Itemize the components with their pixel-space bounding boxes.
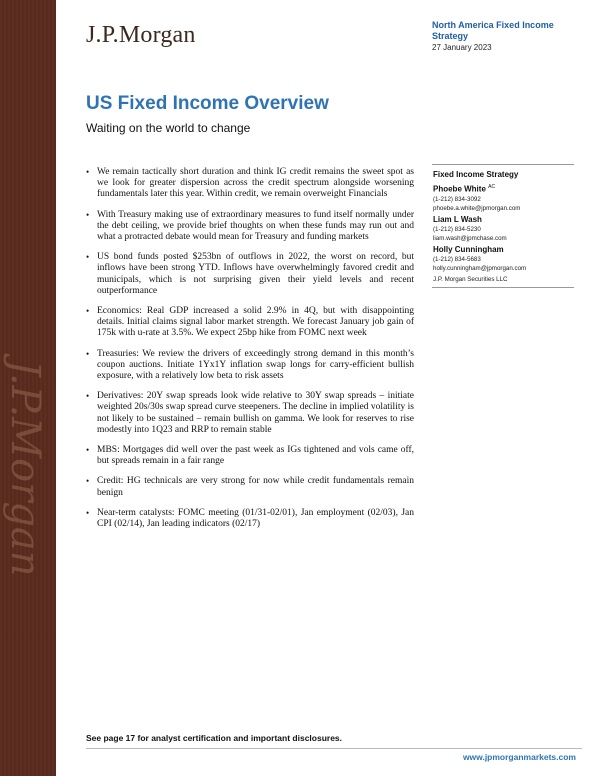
analyst-email-link[interactable]: phoebe.a.white@jpmorgan.com [433, 205, 521, 213]
bullet-text: MBS: Mortgages did well over the past week as IGs tightened and vols came off, but spreads remain in a fair range [97, 445, 414, 467]
bullet-icon: • [86, 167, 90, 177]
analyst-entry [433, 245, 583, 274]
bullet-item [86, 252, 414, 297]
analyst-team-name: Fixed Income Strategy [433, 170, 519, 179]
analyst-email-link[interactable]: liam.wash@jpmchase.com [433, 235, 507, 243]
bullet-text: Near-term catalysts: FOMC meeting (01/31-02/01), Jan employment (02/03), Jan CPI (02/14), Jan leading indicators (02/17) [97, 507, 414, 530]
analyst-phone: (1-212) 834-5230 [433, 225, 481, 233]
analyst-name: Phoebe White [433, 184, 486, 194]
side-decorative-band [0, 0, 56, 776]
bullet-text: Credit: HG technicals are very strong for now while credit fundamentals remain benign [97, 476, 414, 498]
analyst-phone: (1-212) 834-5683 [433, 255, 481, 263]
bullet-icon: • [86, 476, 90, 487]
summary-bullet-list [86, 167, 414, 539]
bullet-icon: • [86, 252, 90, 263]
bullet-text: Treasuries: We review the drivers of exceedingly strong demand in this month’s coupon auctions. Initiate 1Yx1Y inflation swap longs for carry-efficient bullish exposure, with a relatively low beta to risk assets [97, 348, 414, 382]
bullet-icon: • [86, 306, 90, 317]
bullet-icon: • [86, 507, 90, 518]
bullet-text: We remain tactically short duration and think IG credit remains the sweet spot as we look for greater dispersion across the credit spectrum alongside worsening fundamentals later this year. Within credit, we remain overweight Financials [97, 167, 414, 200]
report-date: 27 January 2023 [432, 43, 492, 52]
analyst-firm: J.P. Morgan Securities LLC [433, 275, 508, 283]
bullet-item [86, 391, 414, 436]
header-strategy-block [432, 20, 582, 52]
analyst-block-bottom-divider [432, 287, 574, 288]
analyst-email-link[interactable]: holly.cunningham@jpmorgan.com [433, 265, 527, 273]
analyst-entry [433, 215, 583, 244]
analyst-name-row [433, 182, 583, 195]
bullet-text: Economics: Real GDP increased a solid 2.9% in 4Q, but with disappointing details. Initial claims signal labor market strength. We forecast January job gain of 175k with u-rate at 3.5%. We expect 25bp hike from FOMC next week [97, 306, 414, 339]
strategy-name-line1: North America Fixed Income [432, 20, 554, 30]
bullet-text: Derivatives: 20Y swap spreads look wide relative to 30Y swap spreads – initiate weighted 20s/30s swap spread curve steepeners. The decline in implied volatility is not likely to be sustained – remain bullish on gamma. We look for reserves to rise modestly into 1Q23 and RRP to remain stable [97, 391, 414, 435]
bullet-item [86, 210, 414, 244]
analyst-certification-mark: AC [488, 184, 496, 190]
bullet-item [86, 167, 414, 201]
bullet-icon: • [86, 209, 90, 220]
footer-divider [86, 748, 582, 749]
report-title: US Fixed Income Overview [86, 93, 329, 114]
footer-website-link[interactable]: www.jpmorganmarkets.com [462, 752, 576, 762]
bullet-item [86, 349, 414, 383]
bullet-text: With Treasury making use of extraordinary measures to fund itself normally under the debt ceiling, we provide brief thoughts on when these funds may run out and what a protracted debate would mean for Treasury and funding markets [97, 209, 414, 243]
analyst-block-top-divider [432, 164, 574, 165]
bullet-icon: • [86, 348, 90, 359]
bullet-item [86, 445, 414, 467]
jpmorgan-watermark-logo: J.P.Morgan [2, 360, 48, 577]
analyst-contact-block [433, 170, 583, 284]
strategy-name-line2: Strategy [432, 31, 469, 41]
jpmorgan-logo: J.P.Morgan [86, 22, 196, 48]
analyst-phone: (1-212) 834-3092 [433, 195, 481, 203]
bullet-item [86, 476, 414, 498]
report-subtitle: Waiting on the world to change [86, 121, 251, 135]
bullet-item [86, 306, 414, 340]
analyst-name: Holly Cunningham [433, 244, 504, 254]
analyst-name: Liam L Wash [433, 214, 482, 224]
bullet-item [86, 508, 414, 530]
analyst-entry [433, 182, 583, 214]
bullet-icon: • [86, 391, 90, 402]
bullet-icon: • [86, 445, 90, 456]
bullet-text: US bond funds posted $253bn of outflows in 2022, the worst on record, but inflows have been strong YTD. Inflows have overwhelmingly favored credit and municipals, which is not surprising given their yield levels and recent outperformance [97, 252, 414, 296]
disclosure-note: See page 17 for analyst certification and important disclosures. [86, 733, 343, 743]
